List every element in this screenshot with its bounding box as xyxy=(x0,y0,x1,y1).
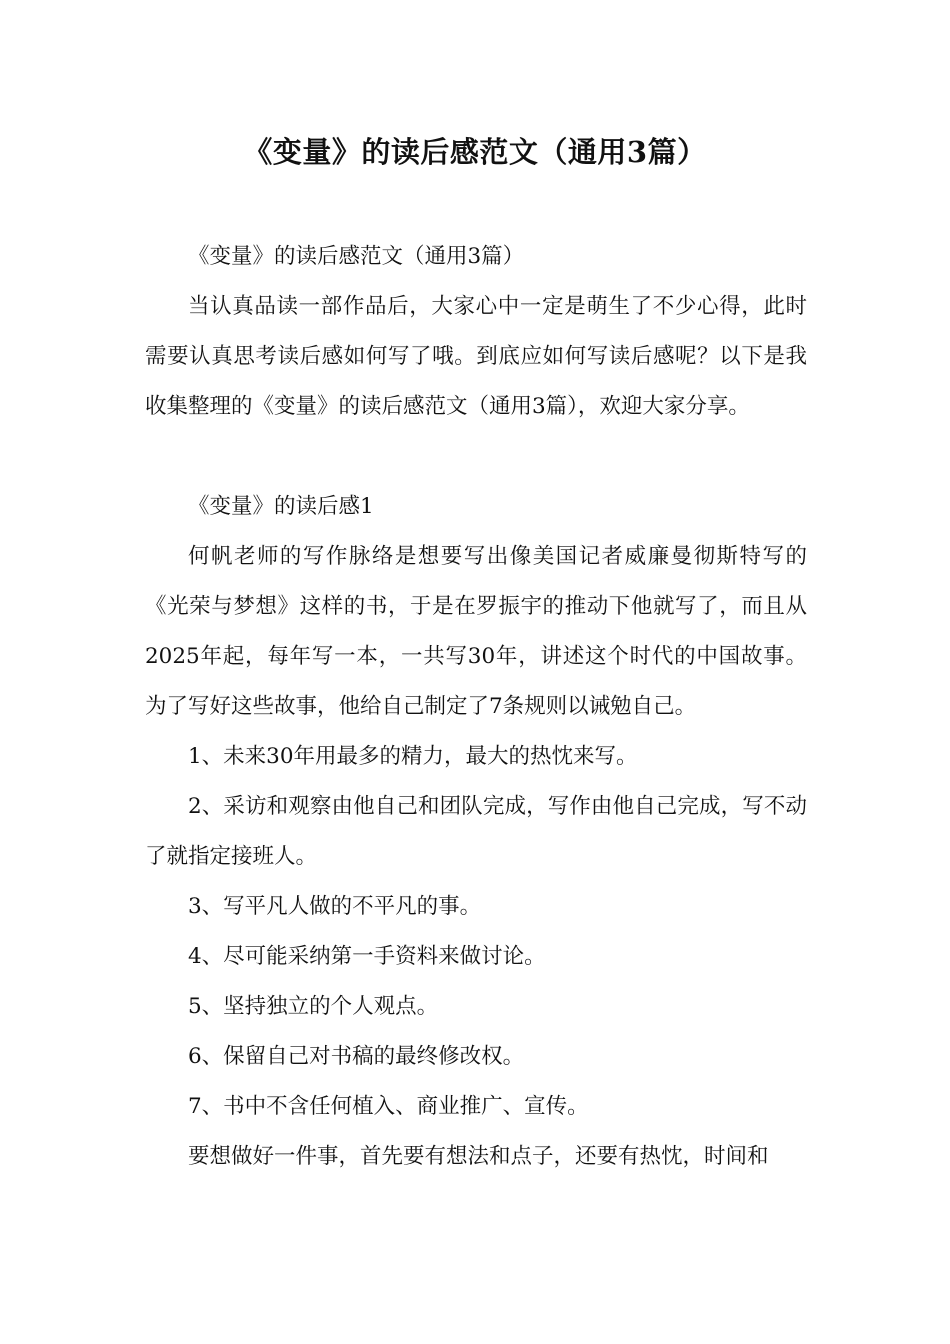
list-item: 7、书中不含任何植入、商业推广、宣传。 xyxy=(188,1094,589,1119)
section-heading: 《变量》的读后感范文（通用3篇） xyxy=(188,244,525,269)
list-item: 5、坚持独立的个人观点。 xyxy=(188,994,439,1019)
list-item: 6、保留自己对书稿的最终修改权。 xyxy=(188,1044,525,1069)
document-body xyxy=(145,232,807,1182)
document-title: 《变量》的读后感范文（通用3篇） xyxy=(243,135,707,169)
section-heading: 《变量》的读后感1 xyxy=(188,494,374,519)
paragraph-spacer xyxy=(145,432,807,482)
body-paragraph: 要想做好一件事，首先要有想法和点子，还要有热忱，时间和 xyxy=(188,1144,769,1169)
body-paragraph: 何帆老师的写作脉络是想要写出像美国记者威廉曼彻斯特写的《光荣与梦想》这样的书，于是在罗振宇的推动下他就写了，而且从2025年起，每年写一本，一共写30年，讲述这个时代的中国故事。为了写好这些故事，他给自己制定了7条规则以诫勉自己。 xyxy=(145,544,807,719)
list-item: 4、尽可能采纳第一手资料来做讨论。 xyxy=(188,944,546,969)
list-item: 3、写平凡人做的不平凡的事。 xyxy=(188,894,482,919)
intro-paragraph: 当认真品读一部作品后，大家心中一定是萌生了不少心得，此时需要认真思考读后感如何写了哦。到底应如何写读后感呢？以下是我收集整理的《变量》的读后感范文（通用3篇），欢迎大家分享。 xyxy=(145,294,807,419)
list-item: 1、未来30年用最多的精力，最大的热忱来写。 xyxy=(188,744,638,769)
list-item: 2、采访和观察由他自己和团队完成，写作由他自己完成，写不动了就指定接班人。 xyxy=(145,794,807,869)
